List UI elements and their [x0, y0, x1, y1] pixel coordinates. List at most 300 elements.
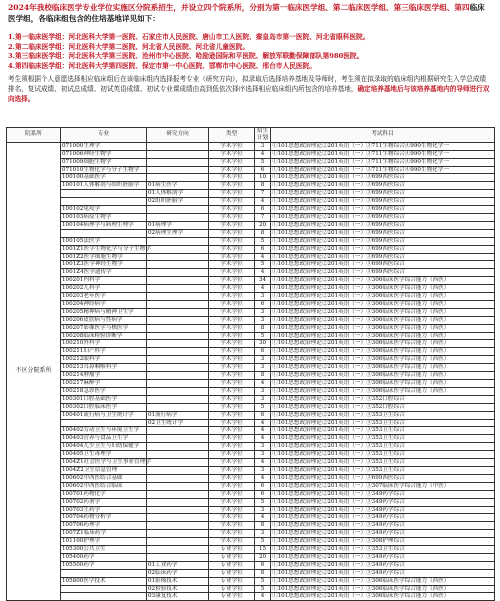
major-cell: 1001Z2医学细胞生物学	[61, 253, 147, 261]
type-cell: 学术学位	[209, 277, 255, 285]
table-row	[7, 514, 495, 522]
type-cell: 学术学位	[209, 182, 255, 190]
major-cell: 100602中西医结合临床	[61, 482, 147, 490]
direction-cell	[147, 308, 209, 316]
header-department: 院系所	[7, 128, 61, 143]
type-cell: 学术学位	[209, 466, 255, 474]
plan-cell: 4	[255, 593, 271, 601]
major-cell: 100210外科学	[61, 340, 147, 348]
table-body	[7, 142, 495, 601]
table-row	[7, 451, 495, 459]
direction-cell	[147, 340, 209, 348]
department-cell: 不区分院系所	[7, 142, 61, 601]
type-cell: 学术学位	[209, 206, 255, 214]
direction-cell	[147, 514, 209, 522]
exam-cell: ①101思想政治理论②201英语（一）③353卫生综合	[271, 459, 495, 467]
direction-cell: 02临床药学	[147, 569, 209, 577]
type-cell: 学术学位	[209, 435, 255, 443]
exam-cell: ①101思想政治理论②201英语（一）③306临床医学综合能力（西医）	[271, 340, 495, 348]
direction-cell	[147, 395, 209, 403]
plan-cell: 3	[255, 142, 271, 150]
direction-cell	[147, 293, 209, 301]
type-cell: 学术学位	[209, 190, 255, 198]
exam-cell: ①101思想政治理论②201英语（一）③306临床医学综合能力（西医）	[271, 380, 495, 388]
direction-cell: 02组织胚胎学	[147, 198, 209, 206]
major-cell: 100212眼科学	[61, 356, 147, 364]
plan-cell: 3	[255, 308, 271, 316]
type-cell: 专业学位	[209, 593, 255, 601]
plan-cell: 20	[255, 553, 271, 561]
table-row	[7, 380, 495, 388]
major-cell: 1001Z3医学神经生物学	[61, 261, 147, 269]
plan-cell: 7	[255, 213, 271, 221]
exam-cell: ①101思想政治理论②201英语（一）③349药学综合	[271, 561, 495, 569]
plan-cell: 5	[255, 403, 271, 411]
table-row	[7, 364, 495, 372]
table-row	[7, 506, 495, 514]
type-cell: 专业学位	[209, 577, 255, 585]
plan-cell: 10	[255, 174, 271, 182]
table-row	[7, 229, 495, 237]
direction-cell	[147, 466, 209, 474]
table-row	[7, 395, 495, 403]
table-row	[7, 474, 495, 482]
direction-cell	[147, 546, 209, 554]
plan-cell: 20	[255, 221, 271, 229]
note-emphasis: 确定培养基地后与该培养基地内的导师进行双向选择。	[8, 84, 490, 103]
major-cell: 100214肿瘤学	[61, 372, 147, 380]
plan-cell: 4	[255, 427, 271, 435]
type-cell: 学术学位	[209, 253, 255, 261]
major-cell: 071000生理学	[61, 142, 147, 150]
type-cell: 学术学位	[209, 174, 255, 182]
direction-cell	[147, 443, 209, 451]
major-cell: 100204神经病学	[61, 300, 147, 308]
type-cell: 学术学位	[209, 372, 255, 380]
exam-cell: ①101思想政治理论②201英语（一）③699西医综合	[271, 182, 495, 190]
major-cell: 105800医学技术	[61, 577, 147, 585]
direction-cell	[147, 356, 209, 364]
exam-cell: ①101思想政治理论②201英语（一）③353卫生综合	[271, 419, 495, 427]
plan-cell: 3	[255, 451, 271, 459]
type-cell: 学术学位	[209, 332, 255, 340]
type-cell: 专业学位	[209, 546, 255, 554]
type-cell: 学术学位	[209, 316, 255, 324]
exam-cell: ①101思想政治理论②201英语（一）③699西医综合	[271, 474, 495, 482]
title-red-text: 2024年我校临床医学专业学位实施区分院系招生，并设立四个院系所，分别为第一临床医学组、第二临床医学组、第三临床医学组、第四	[8, 3, 470, 12]
exam-cell: ①101思想政治理论②201英语（一）③699西医综合	[271, 245, 495, 253]
table-row	[7, 142, 495, 150]
exam-cell: ①101思想政治理论②201英语（一）③306临床医学综合能力（西医）	[271, 577, 495, 585]
direction-cell	[147, 174, 209, 182]
plan-cell: 4	[255, 150, 271, 158]
note-text: 考生须根据个人意愿选择相应临床组后在该临床组内选择报考专业（研究方向），拟录取后选择培养基地及导师时，考生须在拟录取的临床组内根据研究生入学总成绩排名，复试成绩、初试总成绩、初试英语成绩、初试专业课成绩由高到低依次择序选择相应临床组内所包含的培养基地，	[8, 75, 487, 93]
table-row	[7, 372, 495, 380]
exam-cell: ①101思想政治理论②201英语（一）③306临床医学综合能力（西医）	[271, 348, 495, 356]
exam-cell: ①101思想政治理论②201英语（一）③711生物综合④990生物化学一	[271, 158, 495, 166]
plan-cell: 4	[255, 285, 271, 293]
exam-cell: ①101思想政治理论②201英语（一）③306临床医学综合能力（西医）	[271, 316, 495, 324]
type-cell: 学术学位	[209, 245, 255, 253]
major-cell: 100701药物化学	[61, 490, 147, 498]
type-cell: 学术学位	[209, 324, 255, 332]
exam-cell: ①101思想政治理论②201英语（一）③306临床医学综合能力（西医）	[271, 356, 495, 364]
page-title	[8, 3, 492, 24]
type-cell: 学术学位	[209, 380, 255, 388]
type-cell: 学术学位	[209, 498, 255, 506]
table-row	[7, 403, 495, 411]
major-cell	[61, 585, 147, 593]
table-row	[7, 387, 495, 395]
direction-cell	[147, 213, 209, 221]
type-cell: 学术学位	[209, 348, 255, 356]
direction-cell	[147, 166, 209, 174]
plan-cell: 5	[255, 237, 271, 245]
table-row	[7, 261, 495, 269]
exam-cell: ①101思想政治理论②201英语（一）③353卫生综合	[271, 443, 495, 451]
major-cell: 100203老年医学	[61, 293, 147, 301]
direction-cell	[147, 206, 209, 214]
table-row	[7, 221, 495, 229]
plan-cell: 3	[255, 387, 271, 395]
exam-cell: ①101思想政治理论②201英语（一）③352口腔综合	[271, 403, 495, 411]
plan-cell: 8	[255, 229, 271, 237]
plan-cell: 4	[255, 459, 271, 467]
table-row	[7, 206, 495, 214]
exam-cell: ①101思想政治理论②201英语（一）③349药学综合	[271, 514, 495, 522]
direction-cell	[147, 490, 209, 498]
major-cell: 105400药学	[61, 553, 147, 561]
exam-cell: ①101思想政治理论②201英语（一）③699西医综合	[271, 237, 495, 245]
direction-cell	[147, 530, 209, 538]
type-cell: 学术学位	[209, 261, 255, 269]
plan-cell: 4	[255, 419, 271, 427]
type-cell: 专业学位	[209, 569, 255, 577]
table-row	[7, 158, 495, 166]
major-cell	[61, 190, 147, 198]
direction-cell	[147, 482, 209, 490]
plan-cell: 4	[255, 380, 271, 388]
type-cell: 学术学位	[209, 269, 255, 277]
direction-cell	[147, 316, 209, 324]
type-cell: 专业学位	[209, 553, 255, 561]
direction-cell	[147, 553, 209, 561]
table-row	[7, 498, 495, 506]
exam-cell: ①101思想政治理论②201英语（一）③308护理综合	[271, 538, 495, 546]
type-cell: 学术学位	[209, 221, 255, 229]
major-cell: 100105法医学	[61, 237, 147, 245]
direction-cell	[147, 522, 209, 530]
exam-cell: ①101思想政治理论②201英语（一）③349药学综合	[271, 530, 495, 538]
major-cell: 100102免疫学	[61, 206, 147, 214]
major-cell	[61, 229, 147, 237]
table-row	[7, 585, 495, 593]
type-cell: 学术学位	[209, 474, 255, 482]
major-cell: 100302口腔临床医学	[61, 403, 147, 411]
exam-cell: ①101思想政治理论②201英语（一）③711生物综合④990生物化学一	[271, 166, 495, 174]
exam-cell: ①101思想政治理论②201英语（一）③349药学综合	[271, 506, 495, 514]
direction-cell	[147, 277, 209, 285]
type-cell: 学术学位	[209, 166, 255, 174]
header-type: 类型	[209, 128, 255, 143]
table-row	[7, 443, 495, 451]
plan-cell: 3	[255, 443, 271, 451]
plan-cell: 8	[255, 522, 271, 530]
major-cell: 100401流行病与卫生统计学	[61, 411, 147, 419]
direction-cell	[147, 459, 209, 467]
type-cell: 专业学位	[209, 585, 255, 593]
direction-cell	[147, 285, 209, 293]
plan-cell: 6	[255, 482, 271, 490]
direction-cell	[147, 364, 209, 372]
major-cell: 101100护理学	[61, 538, 147, 546]
plan-cell: 4	[255, 435, 271, 443]
plan-cell: 3	[255, 293, 271, 301]
exam-cell: ①101思想政治理论②201英语（一）③306临床医学综合能力（西医）	[271, 585, 495, 593]
direction-cell: 01影像技术	[147, 577, 209, 585]
direction-cell	[147, 142, 209, 150]
exam-cell: ①101思想政治理论②201英语（一）③306临床医学综合能力（西医）	[271, 277, 495, 285]
direction-cell	[147, 506, 209, 514]
plan-cell: 6	[255, 206, 271, 214]
exam-cell: ①101思想政治理论②201英语（一）③699西医综合	[271, 190, 495, 198]
type-cell: 学术学位	[209, 514, 255, 522]
clinical-group-1: 1.第一临床医学组：河北医科大学第一医院、石家庄市人民医院、唐山市工人医院、秦皇岛市第一医院、河北省眼科医院。	[8, 33, 370, 41]
direction-cell	[147, 451, 209, 459]
major-cell: 105500药学	[61, 561, 147, 569]
header-major: 专业	[61, 128, 147, 143]
direction-cell	[147, 348, 209, 356]
direction-cell	[147, 150, 209, 158]
direction-cell	[147, 538, 209, 546]
clinical-group-3: 3.第三临床医学组：河北医科大学第三医院、沧州市中心医院、哈励逊国际和平医院、解放军联勤保障部队第980医院。	[8, 52, 364, 61]
major-cell: 100403营养与食品卫生学	[61, 435, 147, 443]
plan-cell: 6	[255, 245, 271, 253]
exam-cell: ①101思想政治理论②201英语（一）③306临床医学综合能力（西医）	[271, 387, 495, 395]
plan-cell: 5	[255, 498, 271, 506]
type-cell: 学术学位	[209, 411, 255, 419]
plan-cell: 5	[255, 577, 271, 585]
table-row	[7, 150, 495, 158]
type-cell: 学术学位	[209, 198, 255, 206]
direction-cell	[147, 158, 209, 166]
major-cell: 100704药物分析学	[61, 514, 147, 522]
table-row	[7, 293, 495, 301]
direction-cell: 01工业药学	[147, 561, 209, 569]
plan-cell: 4	[255, 269, 271, 277]
major-cell: 100602中西医结合基础	[61, 474, 147, 482]
direction-cell	[147, 403, 209, 411]
major-cell: 100213耳鼻咽喉科学	[61, 364, 147, 372]
instruction-note	[8, 75, 492, 104]
table-row	[7, 482, 495, 490]
major-cell: 105300公共卫生	[61, 546, 147, 554]
direction-cell	[147, 474, 209, 482]
table-row	[7, 198, 495, 206]
header-exam-subjects: 考试科目	[271, 128, 495, 143]
plan-cell: 8	[255, 372, 271, 380]
direction-cell	[147, 427, 209, 435]
exam-cell: ①101思想政治理论②201英语（一）③349药学综合	[271, 490, 495, 498]
table-row	[7, 340, 495, 348]
direction-cell	[147, 435, 209, 443]
exam-cell: ①101思想政治理论②201英语（一）③353卫生综合	[271, 546, 495, 554]
type-cell: 学术学位	[209, 142, 255, 150]
exam-cell: ①101思想政治理论②201英语（一）③699西医综合	[271, 229, 495, 237]
table-row	[7, 245, 495, 253]
major-cell: 1007Z1临床药学	[61, 530, 147, 538]
major-cell	[61, 198, 147, 206]
table-row	[7, 435, 495, 443]
table-row	[7, 419, 495, 427]
table-row	[7, 285, 495, 293]
direction-cell: 01流行病学	[147, 411, 209, 419]
plan-cell: 6	[255, 411, 271, 419]
major-cell: 100103病原生物学	[61, 213, 147, 221]
exam-cell: ①101思想政治理论②201英语（一）③307临床医学综合能力（中医）	[271, 482, 495, 490]
table-row	[7, 190, 495, 198]
exam-cell: ①101思想政治理论②201英语（一）③349药学综合	[271, 522, 495, 530]
major-cell: 100405卫生毒理学	[61, 451, 147, 459]
table-row	[7, 538, 495, 546]
direction-cell	[147, 324, 209, 332]
table-row	[7, 593, 495, 601]
type-cell: 学术学位	[209, 459, 255, 467]
table-row	[7, 427, 495, 435]
exam-cell: ①101思想政治理论②201英语（一）③699西医综合	[271, 206, 495, 214]
table-row	[7, 569, 495, 577]
major-cell: 071010生物化学与分子生物学	[61, 166, 147, 174]
major-cell: 100702药剂学	[61, 498, 147, 506]
type-cell: 学术学位	[209, 443, 255, 451]
direction-cell	[147, 300, 209, 308]
type-cell: 学术学位	[209, 427, 255, 435]
plan-cell: 3	[255, 530, 271, 538]
major-cell	[61, 593, 147, 601]
table-row	[7, 356, 495, 364]
type-cell: 学术学位	[209, 506, 255, 514]
table-row	[7, 277, 495, 285]
major-cell: 071006神经生物学	[61, 150, 147, 158]
exam-cell: ①101思想政治理论②201英语（一）③699西医综合	[271, 221, 495, 229]
plan-cell: 3	[255, 506, 271, 514]
table-row	[7, 490, 495, 498]
exam-cell: ①101思想政治理论②201英语（一）③699西医综合	[271, 253, 495, 261]
table-row	[7, 561, 495, 569]
exam-cell: ①101思想政治理论②201英语（一）③711生物综合④990生物化学一	[271, 142, 495, 150]
major-cell: 100404儿少卫生与妇幼保健学	[61, 443, 147, 451]
exam-cell: ①101思想政治理论②201英语（一）③306临床医学综合能力（西医）	[271, 593, 495, 601]
table-row	[7, 174, 495, 182]
plan-cell: 6	[255, 300, 271, 308]
type-cell: 学术学位	[209, 482, 255, 490]
exam-cell: ①101思想政治理论②201英语（一）③699西医综合	[271, 261, 495, 269]
major-cell: 1004Z2卫生信息管理	[61, 466, 147, 474]
exam-cell: ①101思想政治理论②201英语（一）③699西医综合	[271, 198, 495, 206]
major-cell: 100208临床检验诊断学	[61, 332, 147, 340]
header-research-direction: 研究方向	[147, 128, 209, 143]
direction-cell	[147, 237, 209, 245]
plan-cell: 15	[255, 546, 271, 554]
major-cell: 100202儿科学	[61, 285, 147, 293]
exam-cell: ①101思想政治理论②201英语（一）③349药学综合	[271, 553, 495, 561]
plan-cell: 6	[255, 561, 271, 569]
plan-cell: 8	[255, 324, 271, 332]
exam-cell: ①101思想政治理论②201英语（一）③306临床医学综合能力（西医）	[271, 372, 495, 380]
type-cell: 学术学位	[209, 530, 255, 538]
direction-cell	[147, 332, 209, 340]
type-cell: 学术学位	[209, 293, 255, 301]
exam-cell: ①101思想政治理论②201英语（一）③306临床医学综合能力（西医）	[271, 293, 495, 301]
direction-cell: 02卫生统计学	[147, 419, 209, 427]
direction-cell	[147, 380, 209, 388]
major-cell: 100201内科学	[61, 277, 147, 285]
type-cell: 学术学位	[209, 308, 255, 316]
type-cell: 学术学位	[209, 490, 255, 498]
exam-cell: ①101思想政治理论②201英语（一）③699西医综合	[271, 269, 495, 277]
major-cell: 100104病理学与病理生理学	[61, 221, 147, 229]
major-cell: 100207影像医学与核医学	[61, 324, 147, 332]
major-cell: 100402劳动卫生与环境卫生学	[61, 427, 147, 435]
table-row	[7, 411, 495, 419]
table-row	[7, 348, 495, 356]
type-cell: 学术学位	[209, 150, 255, 158]
type-cell: 学术学位	[209, 538, 255, 546]
table-row	[7, 459, 495, 467]
major-cell: 100703生药学	[61, 506, 147, 514]
plan-cell: 3	[255, 364, 271, 372]
exam-cell: ①101思想政治理论②201英语（一）③711生物综合④990生物化学一	[271, 150, 495, 158]
plan-cell: 3	[255, 316, 271, 324]
header-enrollment-plan: 招生计划	[255, 128, 271, 143]
major-cell: 100217麻醉学	[61, 380, 147, 388]
direction-cell	[147, 245, 209, 253]
type-cell: 学术学位	[209, 451, 255, 459]
clinical-group-4: 4.第四临床医学组：河北医科大学第四医院、保定市第一中心医院、邯郸市中心医院、邢台市人民医院。	[8, 61, 316, 70]
exam-cell: ①101思想政治理论②201英语（一）③699西医综合	[271, 213, 495, 221]
plan-cell: 6	[255, 490, 271, 498]
plan-cell: 5	[255, 332, 271, 340]
table-row	[7, 546, 495, 554]
major-cell: 071009细胞生物学	[61, 158, 147, 166]
type-cell: 学术学位	[209, 300, 255, 308]
type-cell: 学术学位	[209, 158, 255, 166]
plan-cell: 3	[255, 395, 271, 403]
direction-cell: 02病理生理学	[147, 229, 209, 237]
type-cell: 学术学位	[209, 229, 255, 237]
table-row	[7, 324, 495, 332]
exam-cell: ①101思想政治理论②201英语（一）③353卫生综合	[271, 451, 495, 459]
direction-cell	[147, 498, 209, 506]
plan-cell: 4	[255, 198, 271, 206]
type-cell: 学术学位	[209, 395, 255, 403]
plan-cell: 6	[255, 348, 271, 356]
direction-cell	[147, 269, 209, 277]
exam-cell: ①101思想政治理论②201英语（一）③353卫生综合	[271, 427, 495, 435]
type-cell: 学术学位	[209, 522, 255, 530]
major-cell: 100301口腔基础医学	[61, 395, 147, 403]
type-cell: 学术学位	[209, 419, 255, 427]
type-cell: 学术学位	[209, 340, 255, 348]
table-row	[7, 332, 495, 340]
major-cell: 100100基础医学	[61, 174, 147, 182]
direction-cell: 01病生医学	[147, 182, 209, 190]
plan-cell: 4	[255, 474, 271, 482]
type-cell: 学术学位	[209, 356, 255, 364]
table-row	[7, 300, 495, 308]
plan-cell: 8	[255, 182, 271, 190]
plan-cell: 3	[255, 466, 271, 474]
